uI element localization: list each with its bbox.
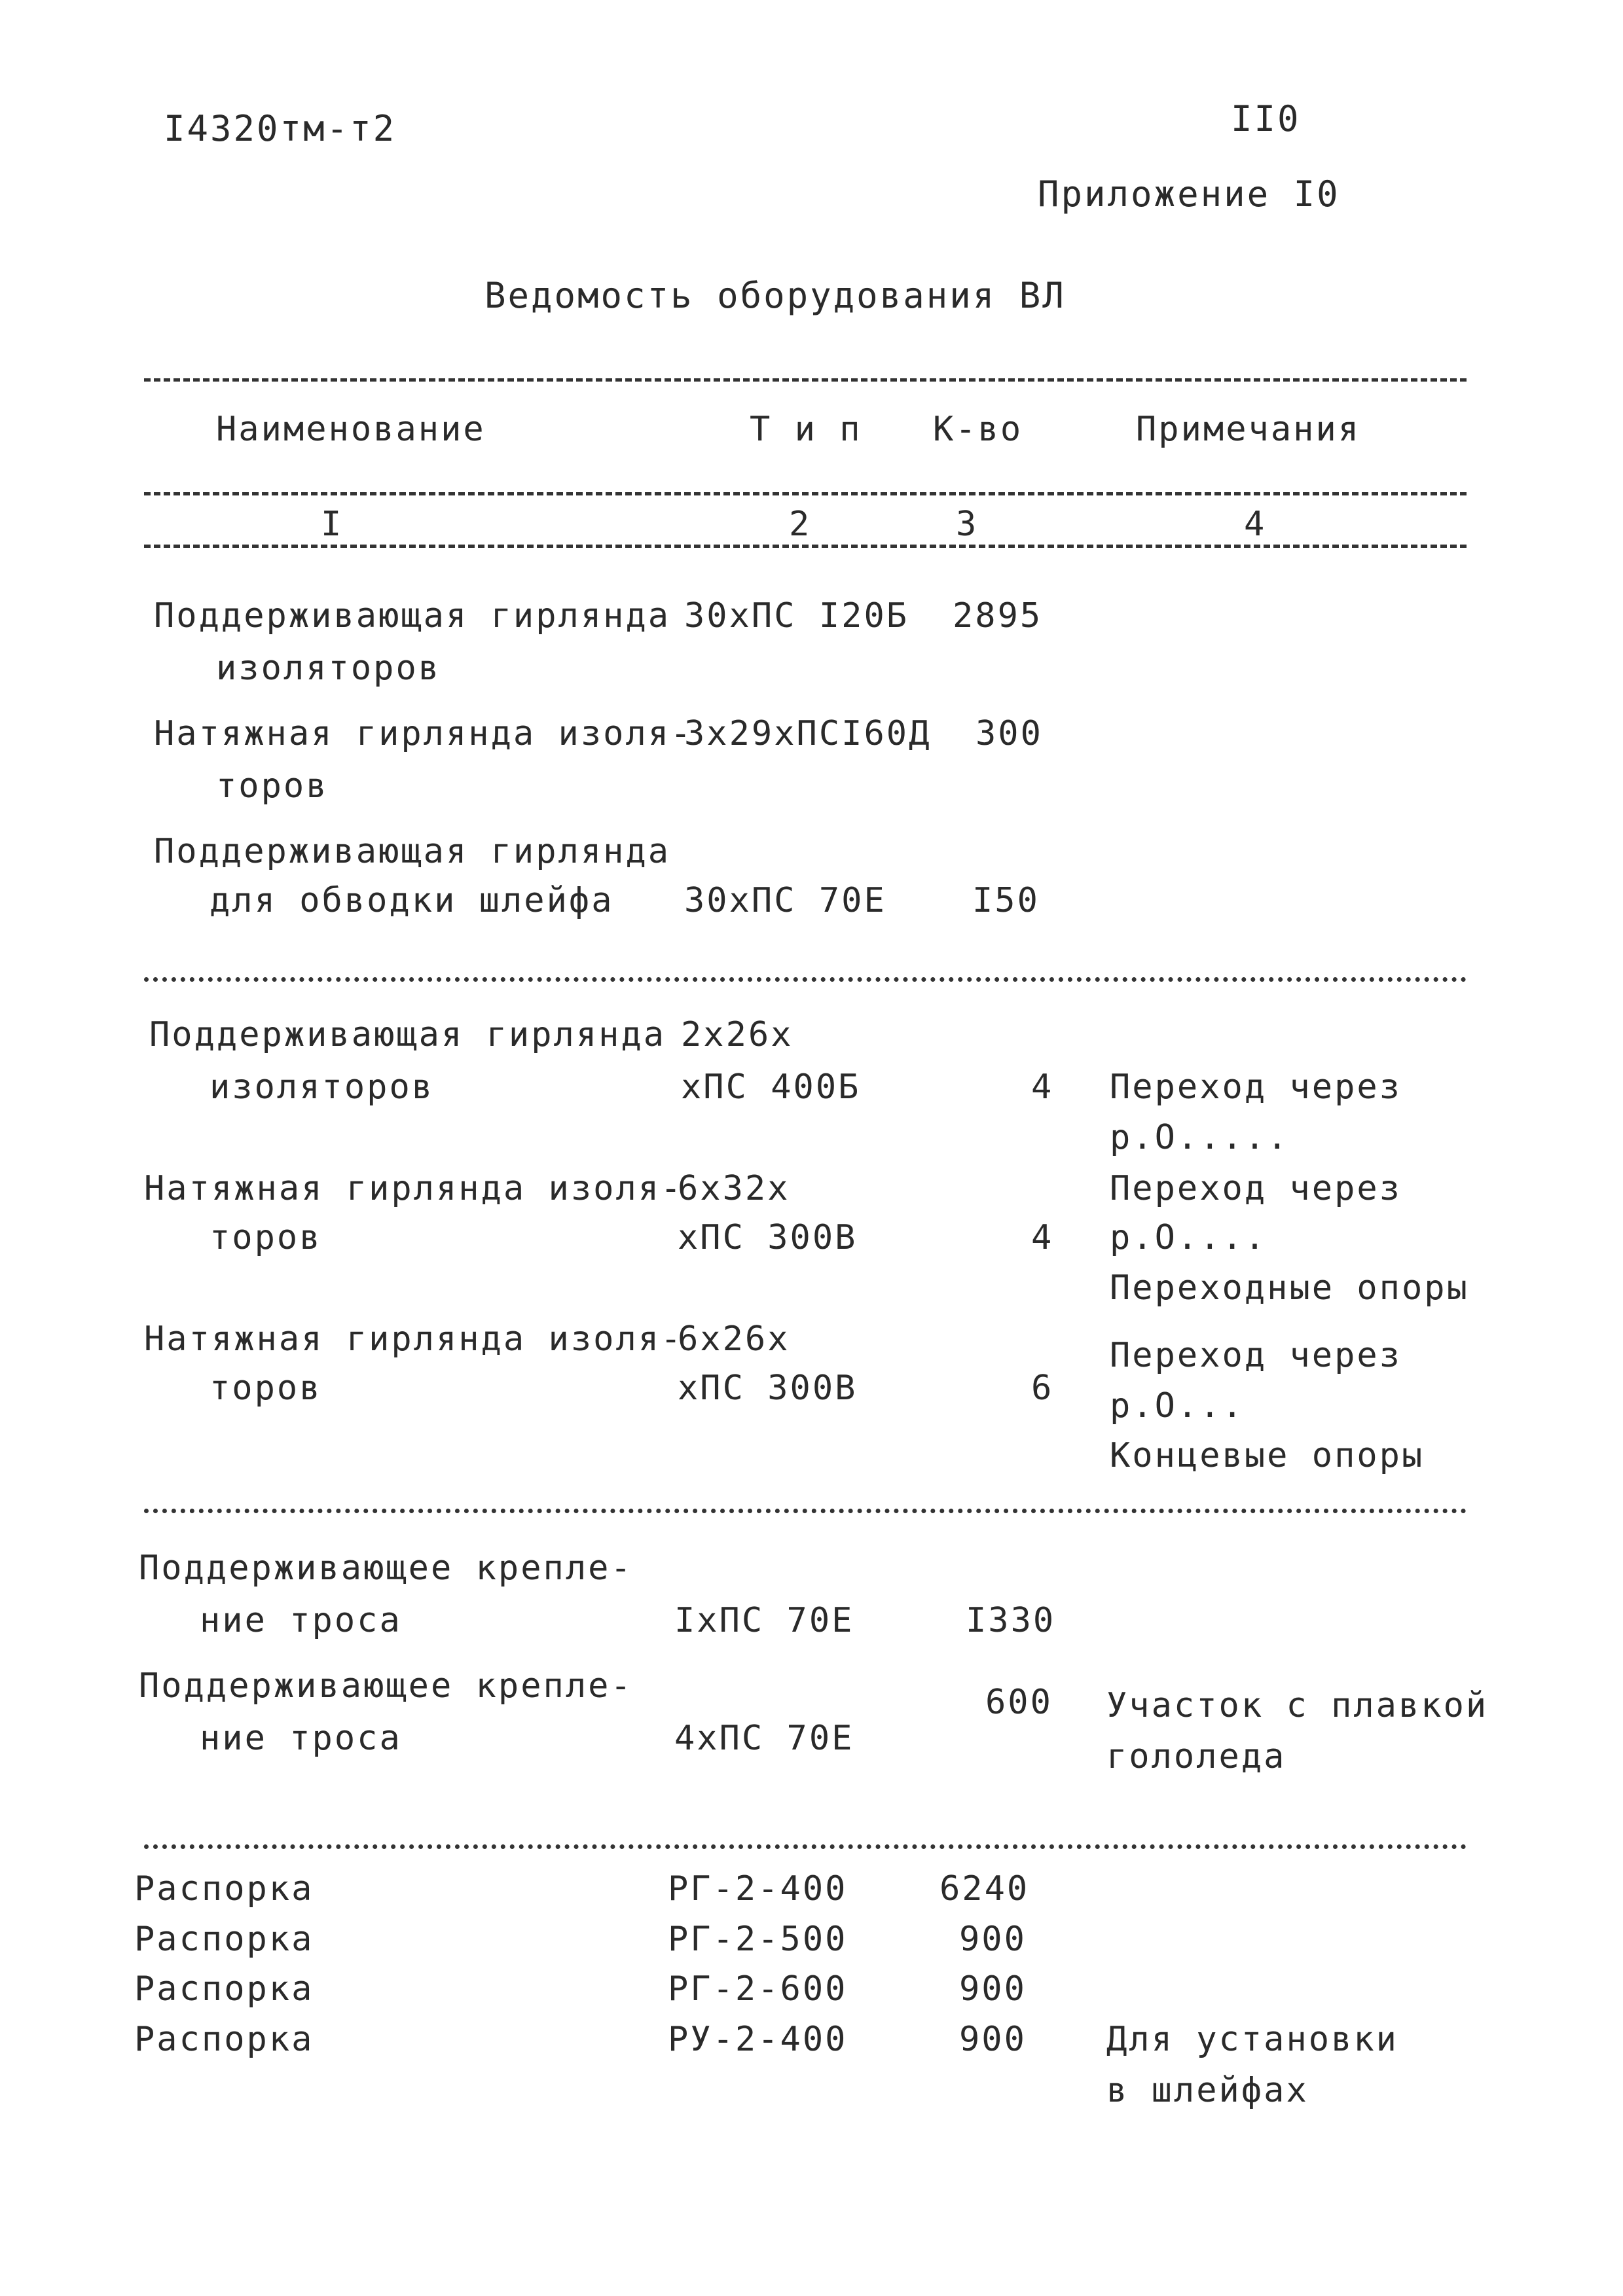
row-7-qty: I330 <box>966 1601 1056 1640</box>
row-2-type: 3х29хПСI60Д <box>684 714 932 753</box>
row-1-qty: 2895 <box>953 596 1043 636</box>
column-numbers-rule <box>144 545 1467 548</box>
row-6-type-line-2: хПС 300В <box>678 1369 858 1408</box>
row-1-name-line-2: изоляторов <box>216 649 441 688</box>
row-6-type-line-1: 6х26х <box>678 1319 790 1359</box>
row-5-type-line-2: хПС 300В <box>678 1218 858 1257</box>
row-12-note-line-1: Для установки <box>1106 2020 1398 2059</box>
appendix-label: Приложение I0 <box>1038 173 1340 215</box>
row-4-type-line-1: 2х26х <box>681 1015 793 1054</box>
row-3-type: 30хПС 70Е <box>684 881 886 920</box>
row-7-name-line-1: Поддерживающее крепле- <box>139 1549 633 1588</box>
column-header-name: Наименование <box>216 410 486 449</box>
page-title: Ведомость оборудования ВЛ <box>484 275 1066 316</box>
row-5-type-line-1: 6х32х <box>678 1169 790 1208</box>
row-3-name-line-1: Поддерживающая гирлянда <box>154 832 671 871</box>
table-top-rule <box>144 378 1467 382</box>
row-8-note-line-2: гололеда <box>1106 1737 1286 1776</box>
row-11-qty: 900 <box>959 1969 1027 2009</box>
row-9-type: РГ-2-400 <box>668 1869 848 1909</box>
row-12-qty: 900 <box>959 2020 1027 2059</box>
row-6-note-line-3: Концевые опоры <box>1110 1436 1425 1475</box>
page-number: II0 <box>1231 98 1301 139</box>
row-8-note-line-1: Участок с плавкой <box>1106 1686 1489 1725</box>
column-header-qty: К-во <box>933 410 1023 449</box>
row-4-name-line-1: Поддерживающая гирлянда <box>149 1015 666 1054</box>
row-2-name-line-1: Натяжная гирлянда изоля- <box>154 714 693 753</box>
row-1-type: 30хПС I20Б <box>684 596 909 636</box>
row-5-note-line-3: Переходные опоры <box>1110 1268 1469 1308</box>
row-5-note-line-2: р.О.... <box>1110 1218 1267 1257</box>
row-8-type: 4хПС 70Е <box>674 1719 854 1758</box>
column-number-1: I <box>321 505 344 544</box>
row-9-qty: 6240 <box>939 1869 1030 1909</box>
row-8-name-line-2: ние троса <box>200 1719 402 1758</box>
row-6-qty: 6 <box>1031 1369 1054 1408</box>
row-6-name-line-1: Натяжная гирлянда изоля- <box>144 1319 684 1359</box>
row-7-type: IхПС 70Е <box>674 1601 854 1640</box>
document-code: I4320тм-т2 <box>164 108 397 149</box>
row-10-name: Распорка <box>134 1920 314 1959</box>
row-9-name: Распорка <box>134 1869 314 1909</box>
row-4-note-line-2: р.О..... <box>1110 1118 1290 1157</box>
row-6-note-line-1: Переход через <box>1110 1336 1402 1375</box>
row-2-name-line-2: торов <box>216 766 329 806</box>
row-11-name: Распорка <box>134 1969 314 2009</box>
row-3-qty: I50 <box>972 881 1040 920</box>
row-4-type-line-2: хПС 400Б <box>681 1067 861 1107</box>
row-6-note-line-2: р.О... <box>1110 1386 1245 1426</box>
row-2-qty: 300 <box>976 714 1043 753</box>
column-header-type: Т и п <box>750 410 862 449</box>
row-10-qty: 900 <box>959 1920 1027 1959</box>
section-divider-3 <box>144 1844 1467 1849</box>
row-12-name: Распорка <box>134 2020 314 2059</box>
row-5-qty: 4 <box>1031 1218 1054 1257</box>
column-number-4: 4 <box>1244 505 1267 544</box>
row-12-note-line-2: в шлейфах <box>1106 2071 1309 2110</box>
header-bottom-rule <box>144 492 1467 495</box>
row-7-name-line-2: ние троса <box>200 1601 402 1640</box>
column-header-notes: Примечания <box>1136 410 1361 449</box>
row-1-name-line-1: Поддерживающая гирлянда <box>154 596 671 636</box>
section-divider-2 <box>144 1509 1467 1513</box>
row-4-qty: 4 <box>1031 1067 1054 1107</box>
row-5-name-line-2: торов <box>210 1218 322 1257</box>
row-5-note-line-1: Переход через <box>1110 1169 1402 1208</box>
row-11-type: РГ-2-600 <box>668 1969 848 2009</box>
row-12-type: РУ-2-400 <box>668 2020 848 2059</box>
row-3-name-line-2: для обводки шлейфа <box>210 881 614 920</box>
row-6-name-line-2: торов <box>210 1369 322 1408</box>
row-8-name-line-1: Поддерживающее крепле- <box>139 1666 633 1706</box>
row-5-name-line-1: Натяжная гирлянда изоля- <box>144 1169 684 1208</box>
section-divider-1 <box>144 977 1467 982</box>
row-4-note-line-1: Переход через <box>1110 1067 1402 1107</box>
column-number-2: 2 <box>789 505 812 544</box>
row-8-qty: 600 <box>985 1683 1053 1722</box>
row-4-name-line-2: изоляторов <box>210 1067 435 1107</box>
row-10-type: РГ-2-500 <box>668 1920 848 1959</box>
column-number-3: 3 <box>956 505 979 544</box>
